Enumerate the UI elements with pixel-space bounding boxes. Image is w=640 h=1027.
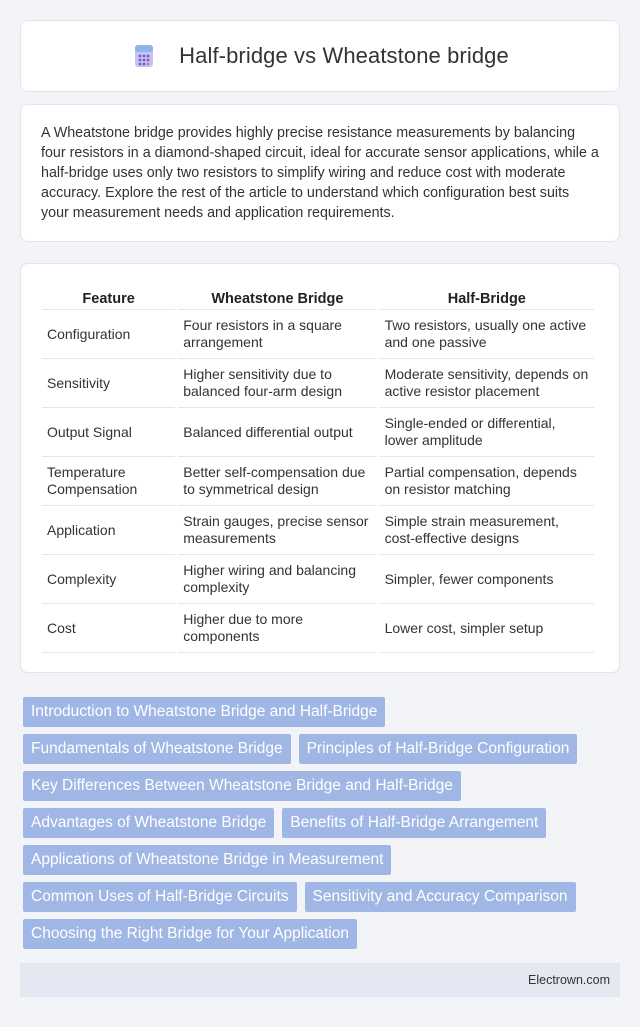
table-header-row	[42, 280, 594, 310]
feature-cell: Complexity	[42, 555, 175, 604]
half-bridge-cell: Moderate sensitivity, depends on active resistor placement	[380, 359, 594, 408]
intro-card	[20, 104, 620, 242]
half-bridge-cell: Simpler, fewer components	[380, 555, 594, 604]
wheatstone-cell: Balanced differential output	[178, 408, 376, 457]
footer-site-link[interactable]: Electrown.com	[528, 973, 610, 987]
intro-paragraph: A Wheatstone bridge provides highly precise resistance measurements by balancing four resistors in a diamond-shaped circuit, ideal for accurate sensor applications, while a half-bridge uses only two resistors to simplify wiring and reduce cost with moderate accuracy. Explore the rest of the article to understand which configuration best suits your measurement needs and application requirements.	[41, 125, 599, 221]
wheatstone-cell: Higher sensitivity due to balanced four-arm design	[178, 359, 376, 408]
topic-tag-principles[interactable]: Principles of Half-Bridge Configuration	[299, 734, 578, 764]
half-bridge-cell: Simple strain measurement, cost-effective designs	[380, 506, 594, 555]
comparison-table	[39, 280, 597, 653]
feature-cell: Application	[42, 506, 175, 555]
half-bridge-cell: Two resistors, usually one active and one passive	[380, 310, 594, 359]
table-row	[42, 359, 594, 408]
table-row	[42, 506, 594, 555]
calculator-icon	[131, 43, 157, 69]
half-bridge-cell: Partial compensation, depends on resistor matching	[380, 457, 594, 506]
title-card	[20, 20, 620, 92]
table-row	[42, 604, 594, 653]
wheatstone-cell: Higher wiring and balancing complexity	[178, 555, 376, 604]
comparison-table-card	[20, 263, 620, 673]
footer	[20, 963, 620, 997]
table-row	[42, 408, 594, 457]
wheatstone-cell: Four resistors in a square arrangement	[178, 310, 376, 359]
topic-tag-applications[interactable]: Applications of Wheatstone Bridge in Measurement	[23, 845, 391, 875]
feature-cell: Cost	[42, 604, 175, 653]
wheatstone-cell: Higher due to more components	[178, 604, 376, 653]
page-title: Half-bridge vs Wheatstone bridge	[179, 43, 509, 68]
table-row	[42, 457, 594, 506]
header-wheatstone: Wheatstone Bridge	[178, 280, 376, 310]
related-topics	[23, 697, 623, 956]
half-bridge-cell: Single-ended or differential, lower amplitude	[380, 408, 594, 457]
topic-tag-sensitivity[interactable]: Sensitivity and Accuracy Comparison	[305, 882, 576, 912]
header-half-bridge: Half-Bridge	[380, 280, 594, 310]
table-row	[42, 555, 594, 604]
header-feature: Feature	[42, 280, 175, 310]
wheatstone-cell: Better self-compensation due to symmetrical design	[178, 457, 376, 506]
topic-tag-fundamentals[interactable]: Fundamentals of Wheatstone Bridge	[23, 734, 291, 764]
feature-cell: Temperature Compensation	[42, 457, 175, 506]
feature-cell: Output Signal	[42, 408, 175, 457]
half-bridge-cell: Lower cost, simpler setup	[380, 604, 594, 653]
topic-tag-key-differences[interactable]: Key Differences Between Wheatstone Bridge and Half-Bridge	[23, 771, 461, 801]
topic-tag-benefits[interactable]: Benefits of Half-Bridge Arrangement	[282, 808, 546, 838]
wheatstone-cell: Strain gauges, precise sensor measurements	[178, 506, 376, 555]
feature-cell: Sensitivity	[42, 359, 175, 408]
topic-tag-advantages[interactable]: Advantages of Wheatstone Bridge	[23, 808, 274, 838]
topic-tag-intro[interactable]: Introduction to Wheatstone Bridge and Half-Bridge	[23, 697, 385, 727]
topic-tag-choosing[interactable]: Choosing the Right Bridge for Your Application	[23, 919, 357, 949]
table-row	[42, 310, 594, 359]
topic-tag-common-uses[interactable]: Common Uses of Half-Bridge Circuits	[23, 882, 297, 912]
feature-cell: Configuration	[42, 310, 175, 359]
